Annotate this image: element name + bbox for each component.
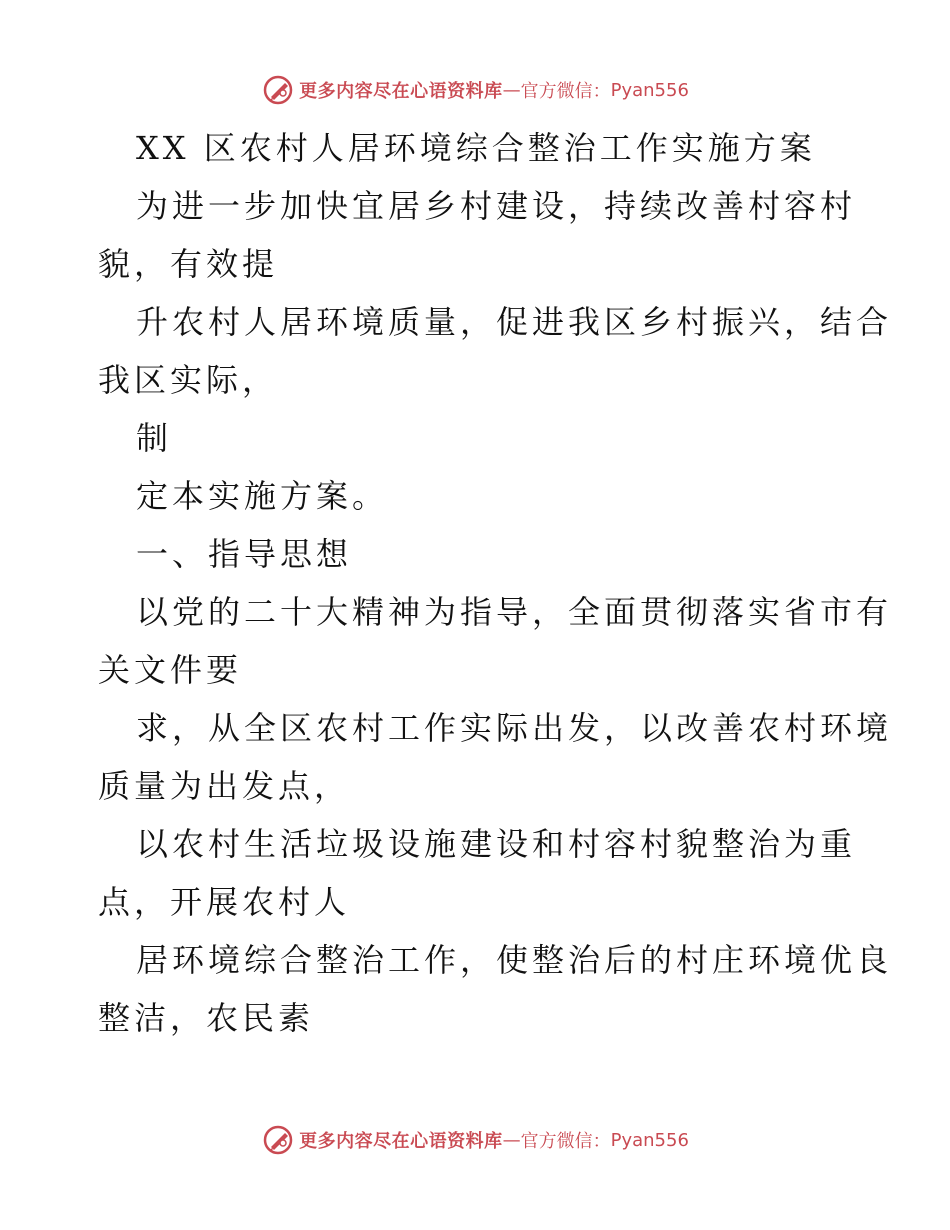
paragraph-line: 关文件要 bbox=[98, 651, 243, 689]
paragraph-line: 以农村生活垃圾设施建设和村容村貌整治为重 bbox=[136, 825, 857, 863]
banner-dash: — bbox=[502, 1129, 521, 1151]
paragraph-line: 点，开展农村人 bbox=[98, 883, 351, 921]
paragraph-line: 我区实际， bbox=[98, 361, 279, 399]
header-banner bbox=[0, 70, 950, 110]
banner-contact-label: 官方微信： bbox=[520, 81, 611, 102]
banner-slogan: 更多内容尽在心语资料库 bbox=[299, 81, 503, 102]
paragraph-line: 求，从全区农村工作实际出发，以改善农村环境 bbox=[136, 709, 893, 747]
banner-contact-label: 官方微信： bbox=[520, 1131, 611, 1152]
paragraph-line: 制 bbox=[136, 419, 173, 457]
section-heading: 一、指导思想 bbox=[136, 535, 353, 573]
banner-slogan: 更多内容尽在心语资料库 bbox=[299, 1131, 503, 1152]
paragraph-line: 居环境综合整治工作，使整治后的村庄环境优良 bbox=[136, 941, 893, 979]
pen-logo-icon bbox=[261, 73, 295, 107]
banner-wechat-id: Pyan556 bbox=[610, 79, 689, 101]
paragraph-line: 定本实施方案。 bbox=[136, 477, 389, 515]
paragraph-line: 升农村人居环境质量，促进我区乡村振兴，结合 bbox=[136, 303, 893, 341]
pen-logo-icon bbox=[261, 1123, 295, 1157]
document-title: XX 区农村人居环境综合整治工作实施方案 bbox=[136, 129, 816, 167]
paragraph-line: 貌，有效提 bbox=[98, 245, 279, 283]
banner-dash: — bbox=[502, 79, 521, 101]
paragraph-line: 整洁，农民素 bbox=[98, 999, 315, 1037]
paragraph-line: 为进一步加快宜居乡村建设，持续改善村容村 bbox=[136, 187, 857, 225]
paragraph-line: 质量为出发点， bbox=[98, 767, 351, 805]
banner-wechat-id: Pyan556 bbox=[610, 1129, 689, 1151]
footer-banner bbox=[0, 1120, 950, 1160]
paragraph-line: 以党的二十大精神为指导，全面贯彻落实省市有 bbox=[136, 593, 893, 631]
